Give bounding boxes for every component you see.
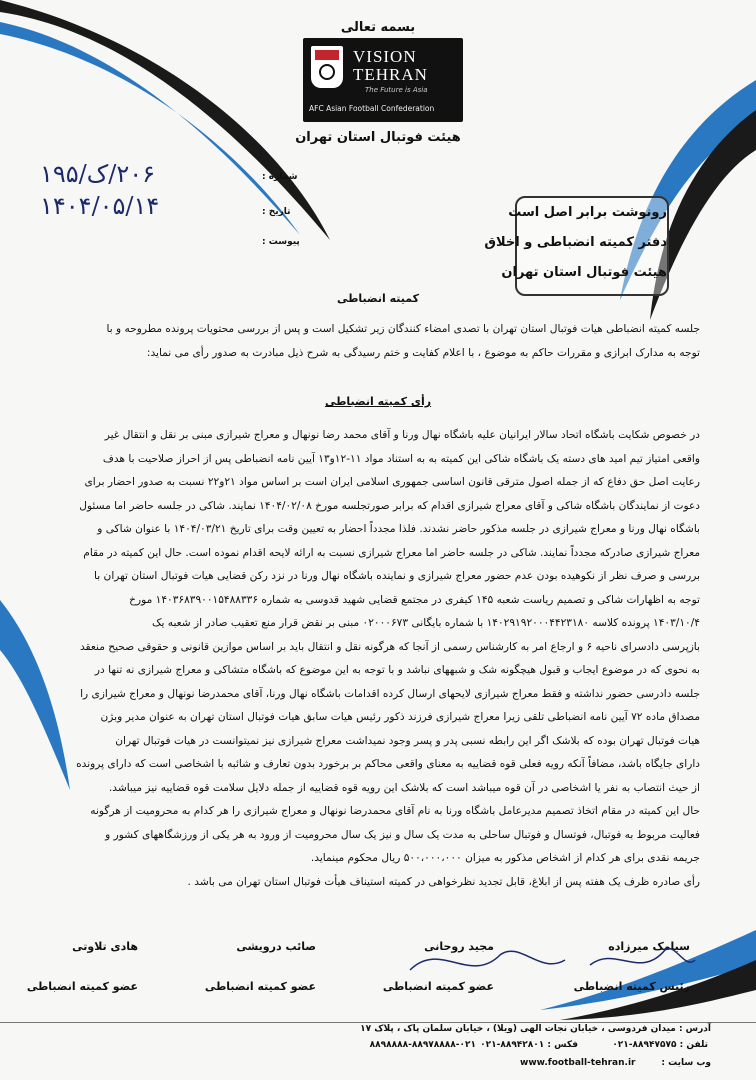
signature-name-3: صائب درویشی [236, 940, 316, 953]
ruling-line: ۱۴۰۳/۱۰/۴ پرونده کلاسه ۱۴۰۲۹۱۹۲۰۰۰۴۴۲۳۱۸۰ با شماره بایگانی ۰۲۰۰۰۶۷۳ مبنی بر نقض قرار منع تعقیب صادر از شعبه یک [151, 617, 700, 629]
footer-phone2: ۸۸۹۸۸۸۸-۸۸۹۷۸۸۸۸-۰۲۱ [369, 1040, 476, 1050]
ruling-line: معراج شیرازی صادرکه مجدداً نمایند. شاکی در جلسه حاضر اما معراج شیرازی نسبت به ارائه لایحه اقدام نموده است. حال این کمیته در مقام [83, 546, 700, 559]
signature-name-4: هادی تلاوتی [72, 940, 138, 953]
signature-role-1: رئیس کمیته انضباطی [573, 980, 690, 993]
ruling-line: بازپرسی دادسرای ناحیه ۶ و ارجاع امر به کارشناس رسمی از آنجا که هرگونه نقل و انتقال باید بر اساس موازین قانونی و حقوقی صحیح منعقد [79, 640, 700, 653]
footer-website-link[interactable]: www.football-tehran.ir [520, 1058, 636, 1068]
footer-divider [0, 1022, 756, 1023]
signature-name-2: مجید روحانی [424, 940, 494, 953]
committee-title: کمیته انضباطی [336, 292, 420, 305]
logo-tagline: The Future is Asia [365, 86, 428, 94]
signature-scribbles [400, 930, 700, 1000]
ruling-line: رأی صادره ظرف یک هفته پس از ابلاغ، قابل تجدید نظرخواهی در کمیته استیناف هیأت فوتبال استان تهران می باشد . [187, 875, 700, 888]
ruling-text [50, 424, 700, 894]
ruling-line: بررسی و صرف نظر از نکوهیده بودن عدم حضور معراج شیرازی و نماینده باشگاه نهال ورنا در نزد رکن قضایی هیات فوتبال استان تهران با [94, 570, 700, 582]
logo-wordmark: VISION TEHRAN [353, 47, 428, 84]
signature-role-3: عضو کمیته انضباطی [204, 980, 316, 993]
ruling-line: باشگاه نهال ورنا و معراج شیرازی در جلسه مذکور حاضر نشدند. فلذا مجدداً احضار به تعیین وقت برای تاریخ ۱۴۰۴/۰۳/۲۱ با عنوان شاکی و [97, 523, 700, 535]
ruling-line: رعایت اصل حق دفاع که از جمله اصول مترقی قانون اساسی جمهوری اسلامی ایران است بر اساس مواد ۲۱و۲۲ نسبت به صدور احضار برای [84, 476, 700, 488]
federation-shield-icon [311, 46, 343, 88]
ruling-line: مصداق ماده ۷۲ آیین نامه انضباطی تلقی زیرا معراج شیرازی فرزند ذکور رئیس هیات سابق هیات فوتبال استان تهران به عنوان مدیر وبژن [100, 711, 700, 723]
footer-fax: فکس : ۸۸۹۴۲۸۰۱-۰۲۱ [480, 1040, 578, 1050]
signature-role-2: عضو کمیته انضباطی [382, 980, 494, 993]
number-label: شماره : [262, 172, 298, 182]
ruling-line: هیات فوتبال تهران بوده که بلاشک اگر این رابطه نسبی پدر و پسر وجود نمیداشت معراج شیرازی نیز نمیتوانست در هیات فوتبال تهران [115, 734, 700, 747]
footer-address: آدرس : میدان فردوسی ، خیابان نجات الهی (ویلا) ، خیابان سلمان پاک ، پلاک ۱۷ [360, 1024, 711, 1034]
ruling-line: از حیث انتصاب به نفر یا اشخاصی در آن قوه میباشد است که بلاشک این رویه قوه قضاییه از جمله دلایل سلامت قوه قضاییه نیز میباشد. [108, 781, 700, 794]
ruling-line: دعوت از نمایندگان باشگاه شاکی و آقای معراج شیرازی اقدام که برابر صورتجلسه مورخ ۱۴۰۴/۰۲/۰۸ نمایند. شاکی در جلسه حاضر اما مسئول [79, 499, 700, 512]
signature-name-1: سیامک میرزاده [608, 940, 690, 953]
ruling-line: جلسه دادرسی حضور نداشته و فقط معراج شیرازی لایحهای ارسال کرده اقدامات باشگاه نهال ورنا، آقای محمدرضا نونهال و معراج شیرازی را [80, 687, 700, 700]
ruling-line: به نحوی که در موضوع ایجاب و قبول هیچگونه شک و شبههای نباشد و با توجه به این موضوع که باشگاه متشاکی و معراج شیرازی نه تنها در [94, 664, 700, 676]
attachment-label: پیوست : [262, 237, 300, 247]
date-label: تاریخ : [262, 207, 291, 217]
signature-role-4: عضو کمیته انضباطی [26, 980, 138, 993]
intro-paragraph: جلسه کمیته انضباطی هیات فوتبال استان تهران با تصدی امضاء کنندگان زیر تشکیل است و پس از بررسی محتویات پرونده مطروحه و با توجه به مدارک ابرازی و مقررات حاکم به موضوع ، با اعلام کفایت و ختم رسیدگی به شرح ذیل مبادرت به صدور رأی می نماید: [106, 323, 700, 359]
ruling-line: توجه به اظهارات شاکی و تصمیم ریاست شعبه ۱۴۵ کیفری در مجتمع قضایی شهید قدوسی به شماره ۱۴۰۳۶۸۳۹۰۰۱۵۴۸۸۳۳۶ مورخ [129, 593, 700, 606]
board-name: هیئت فوتبال استان تهران [295, 130, 461, 145]
ruling-line: دارای جایگاه باشد، مضافاً آنکه رویه فعلی قوه قضاییه به معنای واقعی محاکم بر برخورد بدون تعارف و شائبه با اشخاصی است که دارای پرونده [76, 758, 700, 770]
footer-phone: تلفن : ۸۸۹۴۷۵۷۵-۰۲۱ [612, 1040, 708, 1050]
afc-label: AFC Asian Football Confederation [309, 104, 435, 113]
ruling-title: رأی کمیته انضباطی [324, 395, 432, 408]
basmala: بسمه تعالی [340, 20, 416, 35]
certified-copy-stamp: رونوشت برابر اصل است دفتر کمیته انضباطی و اخلاق هیئت فوتبال استان تهران [515, 196, 669, 296]
ruling-line: جریمه نقدی برای هر کدام از اشخاص مذکور به میزان ۵۰۰،۰۰۰،۰۰۰ ریال محکوم مینماید. [310, 852, 700, 864]
ruling-line: حال این کمیته در مقام اتخاذ تصمیم مدیرعامل باشگاه ورنا به نام آقای محمدرضا نونهال و معراج شیرازی را هر کدام به محرومیت از هرگونه [90, 805, 700, 817]
number-value: ۲۰۶/ک/۱۹۵ [40, 160, 155, 188]
ruling-line: واقعی امتیاز تیم امید های دسته یک باشگاه شاکی این کمیته به به استناد مواد ۱۱-۱۲و۱۳ آیین نامه انضباطی پس از احراز صلاحیت با هدف [102, 452, 700, 465]
ruling-line: فعالیت مربوط به فوتبال، فوتسال و فوتبال ساحلی به مدت یک سال و نیز یک سال محرومیت از ورود به هر یکی از ورزشگاههای کشور و [105, 828, 700, 841]
footer-website-label: وب سایت : [661, 1058, 711, 1068]
date-value: ۱۴۰۴/۰۵/۱۴ [40, 192, 160, 220]
vision-tehran-logo [303, 38, 463, 122]
ruling-line: در خصوص شکایت باشگاه اتحاد سالار ایرانیان علیه باشگاه نهال ورنا و آقای محمد رضا نونهال و معراج شیرازی مبنی بر نقل و انتقال غیر [104, 429, 700, 441]
